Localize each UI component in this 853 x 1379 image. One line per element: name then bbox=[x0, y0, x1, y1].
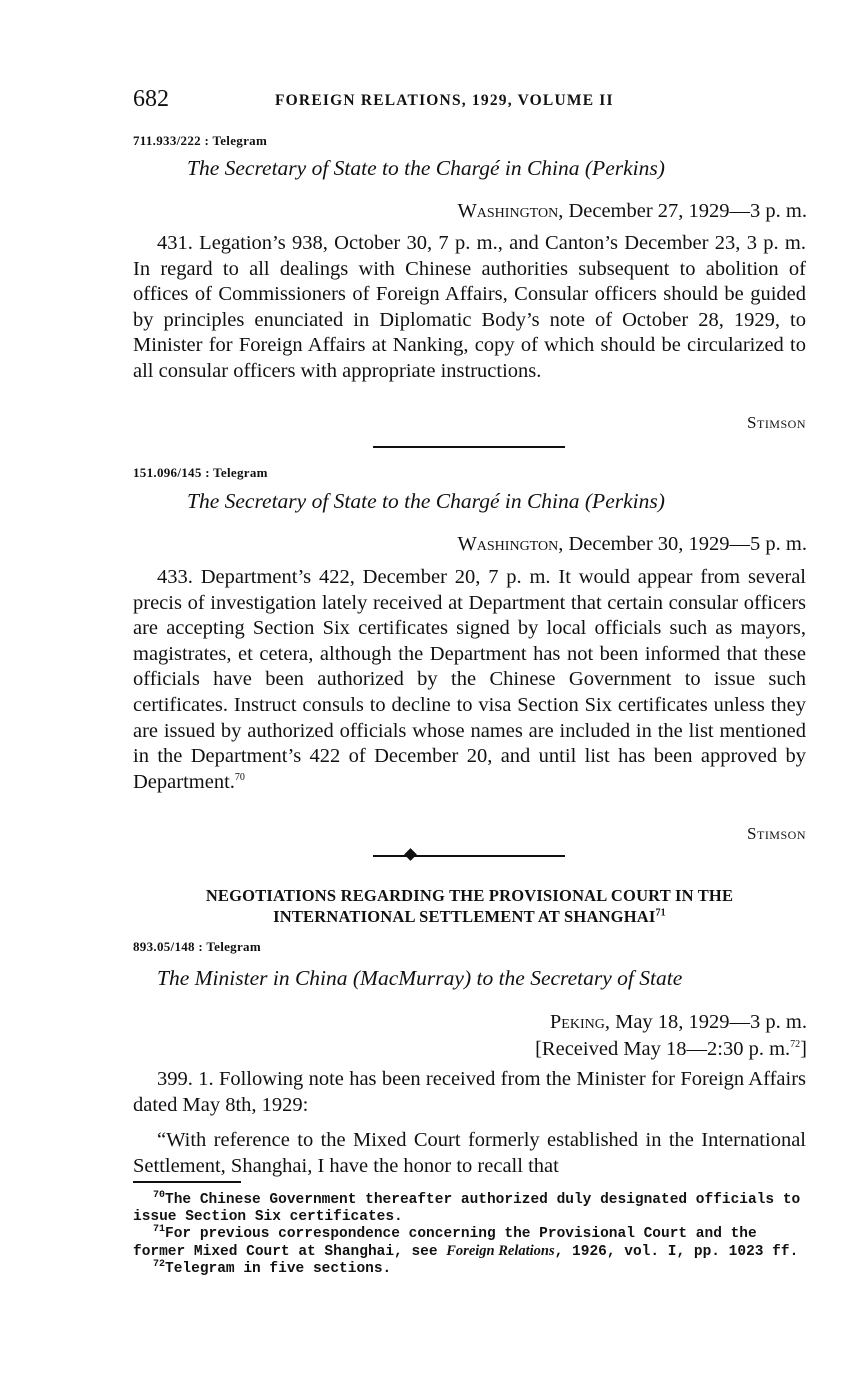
dateline bbox=[550, 1011, 807, 1034]
dateline bbox=[457, 200, 807, 223]
signature: Stimson bbox=[747, 413, 806, 432]
section-heading-text: NEGOTIATIONS REGARDING THE PROVISIONAL COURT IN THE INTERNATIONAL SETTLEMENT AT SHANGHAI bbox=[205, 886, 734, 926]
footnote-reference: 72 bbox=[790, 1039, 801, 1051]
footnote-text: , 1926, vol. I, pp. 1023 ff. bbox=[554, 1244, 799, 1260]
footnote-text: Telegram in five sections. bbox=[165, 1261, 392, 1277]
footnote-rule bbox=[133, 1181, 241, 1183]
body-paragraph bbox=[133, 565, 806, 795]
telegram-body bbox=[133, 231, 806, 385]
page-number: 682 bbox=[133, 86, 169, 112]
dateline-place: Washington bbox=[457, 533, 559, 555]
footnote bbox=[133, 1261, 806, 1278]
footnote-mark: 70 bbox=[153, 1190, 166, 1202]
file-reference: 893.05/148 : Telegram bbox=[133, 939, 261, 954]
footnote-reference: 71 bbox=[655, 907, 666, 919]
dateline-place: Washington bbox=[457, 200, 559, 222]
document-title: The Minister in China (MacMurray) to the Secretary of State bbox=[157, 966, 683, 990]
footnote-text: For previous correspondence concerning the Provisional Court and the former Mixed Court at Shanghai, see bbox=[133, 1226, 757, 1260]
file-reference: 711.933/222 : Telegram bbox=[133, 133, 268, 148]
document-title: The Secretary of State to the Chargé in China (Perkins) bbox=[187, 489, 665, 513]
footnote-reference: 70 bbox=[234, 771, 245, 783]
file-reference: 151.096/145 : Telegram bbox=[133, 465, 268, 480]
received-text: [Received May 18—2:30 p. m. bbox=[535, 1038, 791, 1060]
body-text: 433. Department’s 422, December 20, 7 p. m. It would appear from several precis of investigation lately received at Department that certain consular officers are accepting Section Six certificates signed by local officials such as mayors, magistrates, et cetera, although the Department has not been informed that these officials have been authorized by the Chinese Government to issue such certificates. Instruct consuls to decline to visa Section Six certificates unless they are issued by authorized officials whose names are included in the list mentioned in the Department’s 422 of December 20, and until list has been approved by Department. bbox=[133, 566, 806, 793]
telegram-body bbox=[133, 1067, 806, 1179]
section-divider bbox=[373, 855, 565, 857]
received-line bbox=[535, 1038, 807, 1061]
running-title: FOREIGN RELATIONS, 1929, VOLUME II bbox=[275, 92, 614, 109]
footnote bbox=[133, 1226, 806, 1261]
document-title: The Secretary of State to the Chargé in China (Perkins) bbox=[187, 156, 665, 180]
footnote-mark: 72 bbox=[153, 1259, 166, 1271]
dateline-place: Peking bbox=[549, 1011, 605, 1033]
dateline-date: , May 18, 1929—3 p. m. bbox=[604, 1011, 807, 1033]
body-paragraph: 431. Legation’s 938, October 30, 7 p. m., and Canton’s December 23, 3 p. m. In regard to all dealings with Chinese authorities subsequent to abolition of offices of Commissioners of Foreign Affairs, Consular officers should be guided by principles enunciated in Diplomatic Body’s note of October 28, 1929, to Minister for Foreign Affairs at Nanking, copy of which should be circularized to all consular officers with appropriate instructions. bbox=[133, 232, 806, 382]
footnote-mark: 71 bbox=[153, 1224, 166, 1236]
footnote-citation: Foreign Relations bbox=[446, 1243, 555, 1259]
quoted-paragraph: “With reference to the Mixed Court formerly established in the International Settlement, Shanghai, I have the honor to recall that bbox=[133, 1129, 806, 1177]
received-close: ] bbox=[800, 1038, 807, 1060]
dateline-date: , December 27, 1929—3 p. m. bbox=[558, 200, 807, 222]
body-paragraph: 399. 1. Following note has been received from the Minister for Foreign Affairs dated May 8th, 1929: bbox=[133, 1068, 806, 1116]
section-heading bbox=[133, 885, 806, 927]
section-divider bbox=[373, 446, 565, 448]
footnote bbox=[133, 1192, 806, 1226]
dateline-date: , December 30, 1929—5 p. m. bbox=[558, 533, 807, 555]
footnote-text: The Chinese Government thereafter authorized duly designated officials to issue Section Six certificates. bbox=[133, 1192, 801, 1225]
dateline bbox=[457, 533, 807, 556]
signature: Stimson bbox=[747, 824, 806, 843]
footnotes bbox=[133, 1192, 806, 1278]
telegram-body bbox=[133, 565, 806, 795]
